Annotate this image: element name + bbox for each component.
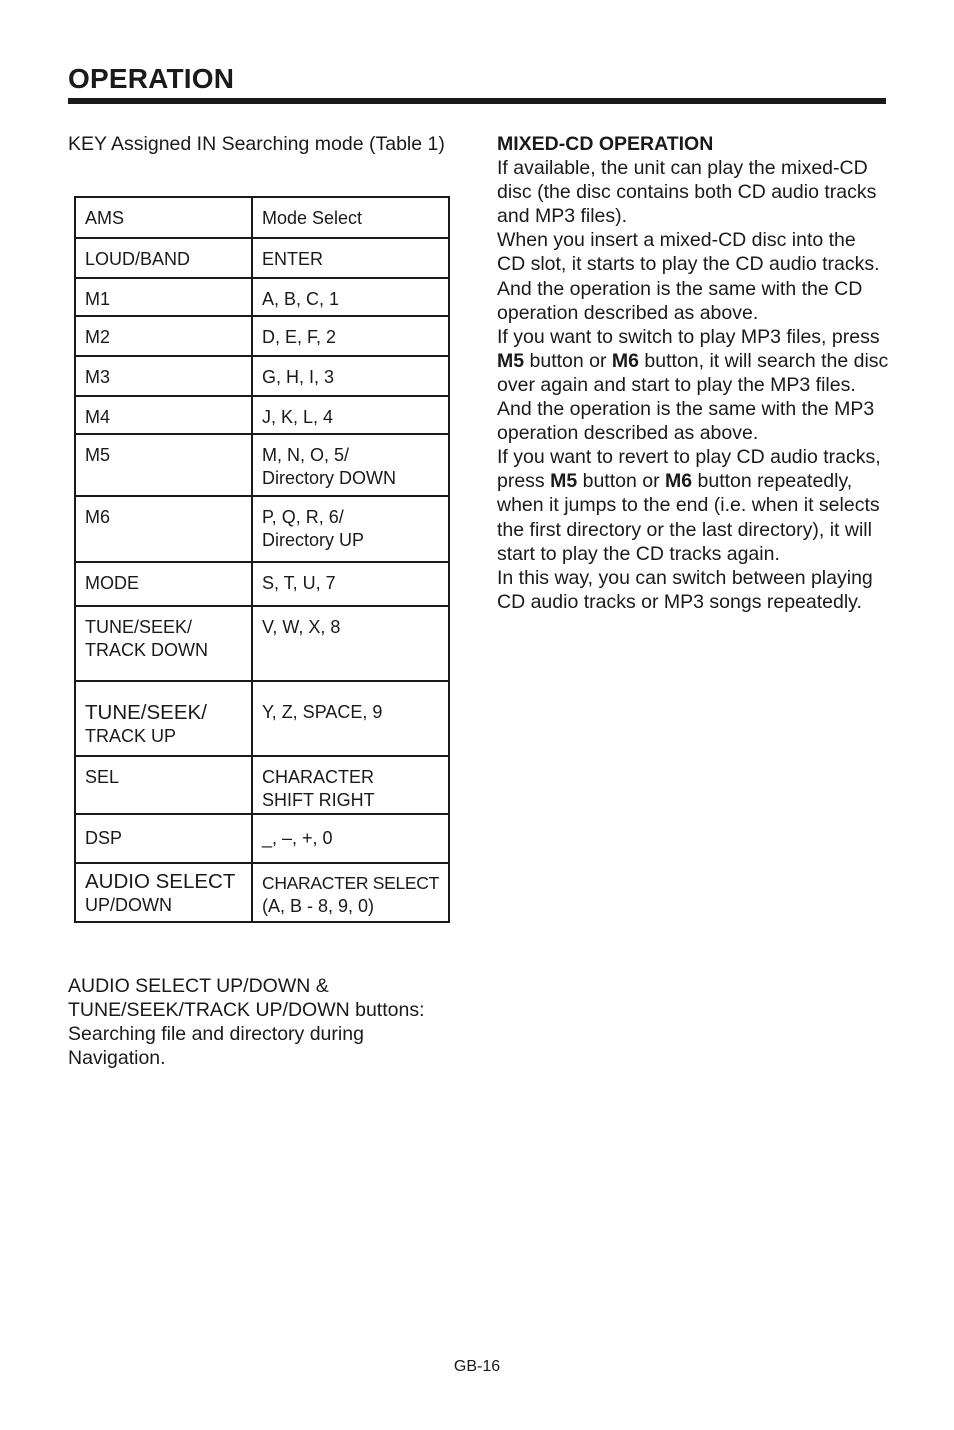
- value-cell: [252, 863, 449, 922]
- key-line: TUNE/SEEK/: [85, 617, 193, 637]
- key-cell: M5: [75, 434, 252, 496]
- value-cell: [252, 434, 449, 496]
- value-line: CHARACTER: [262, 767, 375, 787]
- table-row: [75, 316, 449, 356]
- key-cell: M6: [75, 496, 252, 562]
- value-cell: [252, 756, 449, 814]
- note-line: AUDIO SELECT UP/DOWN &: [68, 975, 329, 997]
- value-line: CHARACTER SELECT: [262, 873, 440, 893]
- key-cell: M2: [75, 316, 252, 356]
- note-line: Navigation.: [68, 1047, 166, 1069]
- value-cell: [252, 496, 449, 562]
- table-row: [75, 197, 449, 238]
- value-cell: G, H, I, 3: [252, 356, 449, 396]
- key-cell: M3: [75, 356, 252, 396]
- key-cell: LOUD/BAND: [75, 238, 252, 278]
- note-line: Searching file and directory during: [68, 1023, 364, 1045]
- page-title: OPERATION: [68, 63, 235, 94]
- paragraph: [497, 325, 889, 445]
- key-cell: [75, 606, 252, 681]
- key-cell: M4: [75, 396, 252, 434]
- navigation-note: [68, 974, 468, 1070]
- key-cell: DSP: [75, 814, 252, 863]
- key-line: TUNE/SEEK/: [85, 701, 207, 724]
- value-cell: D, E, F, 2: [252, 316, 449, 356]
- key-cell: M1: [75, 278, 252, 316]
- key-line: UP/DOWN: [85, 895, 172, 915]
- key-line: AUDIO SELECT: [85, 870, 236, 893]
- m6-key-label: M6: [611, 349, 639, 372]
- table-row: [75, 496, 449, 562]
- value-line: Directory DOWN: [262, 468, 396, 488]
- text-run: button repeatedly, when it jumps to the end (i.e. when it selects the first directory or the last directory), it will start to play the CD tracks again.: [497, 470, 880, 565]
- value-line: M, N, O, 5/: [262, 445, 350, 465]
- value-line: SHIFT RIGHT: [262, 790, 375, 810]
- key-cell: [75, 863, 252, 922]
- table-row: [75, 606, 449, 681]
- value-cell: _, –, +, 0: [252, 814, 449, 863]
- table-row: [75, 814, 449, 863]
- table-row: [75, 396, 449, 434]
- mixed-cd-section: [497, 132, 889, 614]
- table-caption: KEY Assigned IN Searching mode (Table 1): [68, 133, 445, 155]
- table-row: [75, 278, 449, 316]
- value-cell: ENTER: [252, 238, 449, 278]
- value-line: Directory UP: [262, 530, 365, 550]
- table-row: [75, 434, 449, 496]
- paragraph: If available, the unit can play the mixed-CD disc (the disc contains both CD audio tracks and MP3 files).: [497, 157, 877, 228]
- m5-key-label: M5: [497, 349, 525, 372]
- key-assignment-table: [74, 196, 450, 923]
- value-cell: Y, Z, SPACE, 9: [252, 681, 449, 756]
- table-row: [75, 863, 449, 922]
- table-row: [75, 562, 449, 606]
- text-run: button or: [524, 349, 612, 372]
- text-run: button, it will search the disc over again and start to play the MP3 files. And the operation is the same with the MP3 operation described as above.: [497, 349, 889, 445]
- text-run: button or: [577, 470, 666, 493]
- text-run: If you want to revert to play CD audio tracks, press: [497, 446, 881, 493]
- value-cell: S, T, U, 7: [252, 562, 449, 606]
- page-number: GB-16: [453, 1358, 501, 1375]
- value-cell: Mode Select: [252, 197, 449, 238]
- value-cell: A, B, C, 1: [252, 278, 449, 316]
- value-cell: J, K, L, 4: [252, 396, 449, 434]
- key-cell: SEL: [75, 756, 252, 814]
- table-row: [75, 681, 449, 756]
- section-heading: MIXED-CD OPERATION: [497, 133, 714, 155]
- m6-key-label: M6: [665, 470, 693, 493]
- paragraph: In this way, you can switch between playing CD audio tracks or MP3 songs repeatedly.: [497, 566, 873, 613]
- text-run: If you want to switch to play MP3 files, press: [497, 325, 880, 348]
- table-row: [75, 356, 449, 396]
- key-cell: [75, 681, 252, 756]
- table-row: [75, 238, 449, 278]
- key-cell: AMS: [75, 197, 252, 238]
- key-line: TRACK DOWN: [85, 640, 208, 660]
- paragraph: [497, 445, 889, 565]
- paragraph: When you insert a mixed-CD disc into the CD slot, it starts to play the CD audio tracks. And the operation is the same with the CD operation described as above.: [497, 229, 880, 324]
- title-rule: [68, 98, 886, 104]
- note-line: TUNE/SEEK/TRACK UP/DOWN buttons:: [68, 999, 425, 1021]
- table-row: [75, 756, 449, 814]
- value-line: (A, B - 8, 9, 0): [262, 896, 375, 916]
- value-cell: V, W, X, 8: [252, 606, 449, 681]
- key-line: TRACK UP: [85, 726, 177, 746]
- key-cell: MODE: [75, 562, 252, 606]
- value-line: P, Q, R, 6/: [262, 507, 344, 527]
- m5-key-label: M5: [550, 470, 578, 493]
